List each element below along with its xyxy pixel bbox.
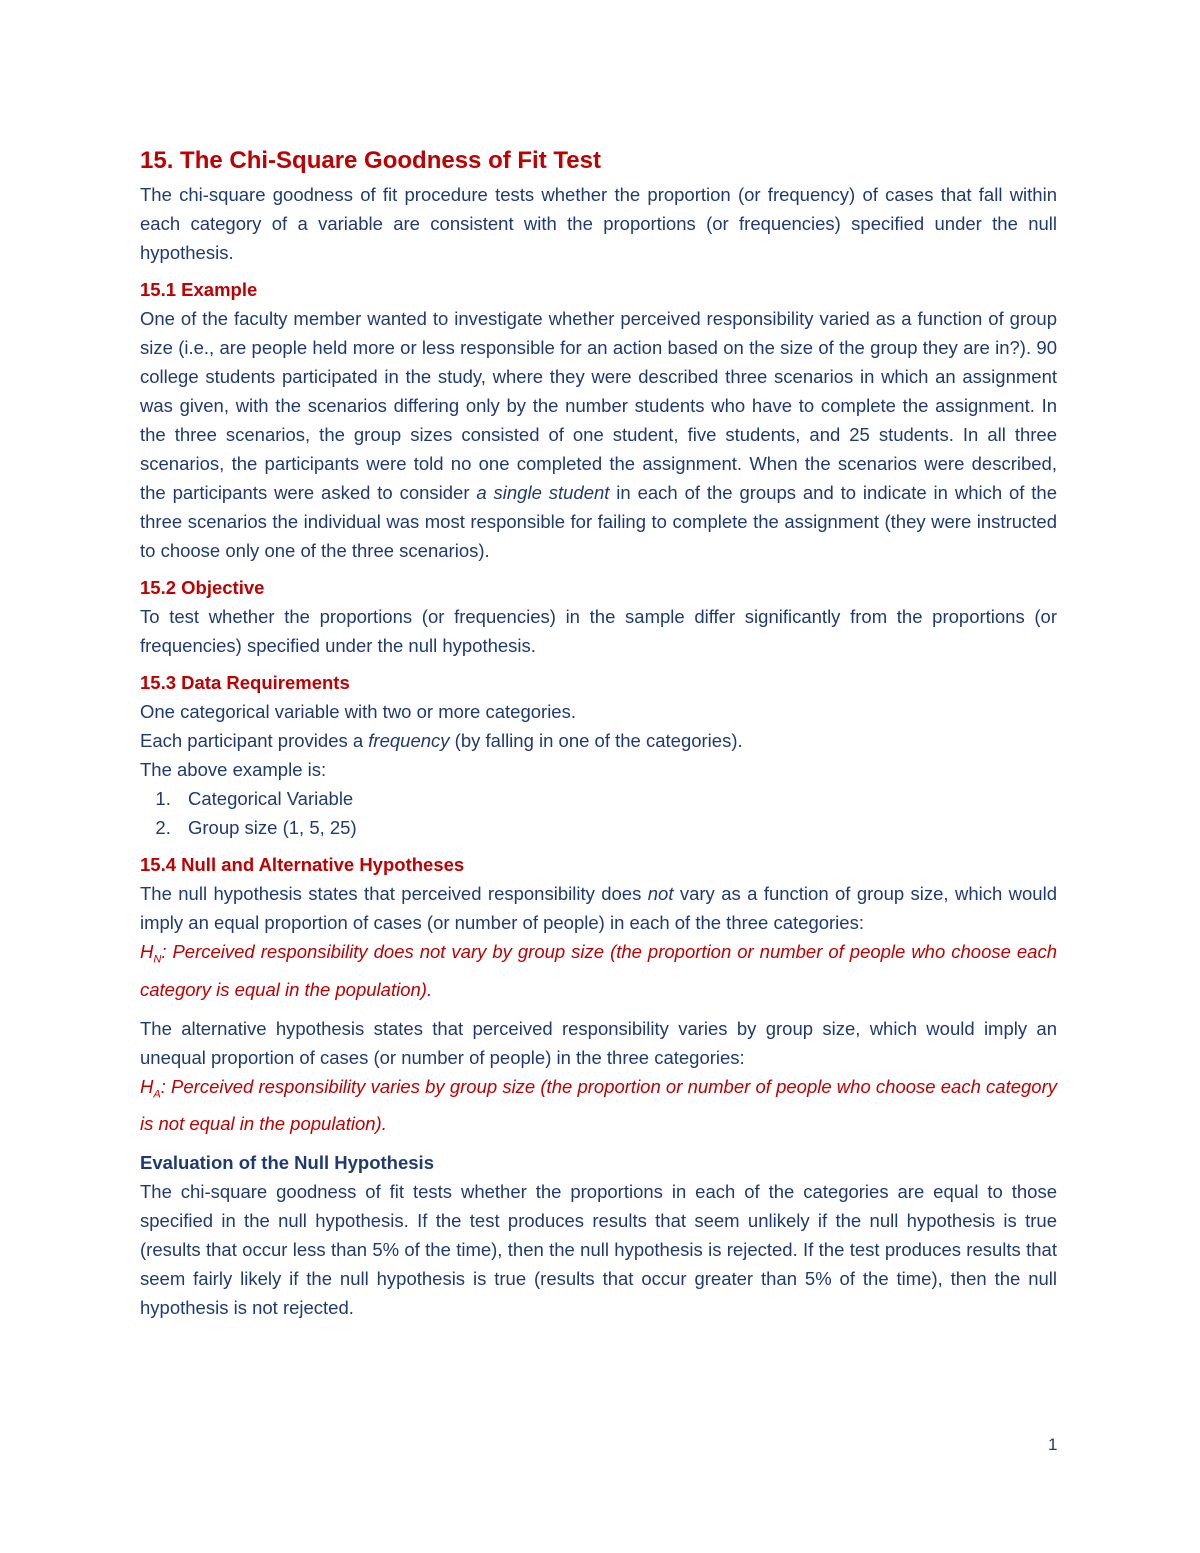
ha-symbol: H: [140, 1075, 154, 1097]
data-req-line-2-a: Each participant provides a: [140, 730, 369, 751]
data-req-line-2: [140, 726, 1057, 755]
data-req-list: [140, 784, 1057, 842]
section-heading-data-requirements: 15.3 Data Requirements: [140, 672, 350, 693]
example-text-emphasis: a single student: [476, 482, 610, 503]
null-text-emphasis: not: [647, 883, 674, 904]
data-req-line-1: One categorical variable with two or more categories.: [140, 701, 576, 722]
example-paragraph: [140, 304, 1057, 565]
h0-statement: [140, 937, 1057, 1004]
example-text-a: One of the faculty member wanted to investigate whether perceived responsibility varied as a function of group size (i.e., are people held more or less responsible for an action based on the size of the group they are in?). 90 college students participated in the study, where they were described three scenarios in which an assignment was given, with the scenarios differing only by the number students who have to complete the assignment. In the three scenarios, the group sizes consisted of one student, five students, and 25 students. In all three scenarios, the participants were told no one completed the assignment. When the scenarios were described, the participants were asked to consider: [140, 308, 1057, 503]
null-text-a: The null hypothesis states that perceived responsibility does: [140, 883, 648, 904]
null-text-b: vary as a function of group size, which would imply an equal proportion of cases (or number of people) in each of the three categories:: [140, 883, 1057, 933]
ha-statement: [140, 1072, 1057, 1139]
ha-subscript: A: [153, 1088, 161, 1101]
section-heading-objective: 15.2 Objective: [140, 577, 265, 598]
data-req-line-2-b: (by falling in one of the categories).: [449, 730, 743, 751]
alt-hypothesis-paragraph: The alternative hypothesis states that perceived responsibility varies by group size, which would imply an unequal proportion of cases (or number of people) in the three categories:: [140, 1017, 1057, 1068]
intro-paragraph: The chi-square goodness of fit procedure tests whether the proportion (or frequency) of cases that fall within each category of a variable are consistent with the proportions (or frequencies) specified under the null hypothesis.: [140, 184, 1057, 263]
section-heading-example: 15.1 Example: [140, 279, 258, 300]
evaluation-paragraph: The chi-square goodness of fit tests whether the proportions in each of the categories are equal to those specified in the null hypothesis. If the test produces results that seem unlikely if the null hypothesis is true (results that occur less than 5% of the time), then the null hypothesis is rejected. If the test produces results that seem fairly likely if the null hypothesis is true (results that occur greater than 5% of the time), then the null hypothesis is not rejected.: [140, 1181, 1057, 1319]
example-text-b: in each of the groups and to indicate in which of the three scenarios the individual was most responsible for failing to complete the assignment (they were instructed to choose only one of the three scenarios).: [140, 482, 1058, 561]
ha-text: : Perceived responsibility varies by group size (the proportion or number of people who choose each category is not equal in the population).: [140, 1075, 1057, 1135]
section-heading-evaluation: Evaluation of the Null Hypothesis: [140, 1152, 434, 1174]
document-page: [140, 138, 1057, 1322]
h0-subscript: N: [153, 953, 162, 966]
page-title: 15. The Chi-Square Goodness of Fit Test: [140, 147, 601, 174]
h0-text: : Perceived responsibility does not vary by group size (the proportion or number of people who choose each category is equal in the population).: [140, 941, 1057, 1000]
h0-symbol: H: [140, 941, 154, 962]
page-number: 1: [1048, 1435, 1058, 1454]
section-heading-hypotheses: 15.4 Null and Alternative Hypotheses: [140, 854, 465, 875]
list-item: 1. Categorical Variable: [176, 784, 1057, 813]
null-hypothesis-paragraph: [140, 879, 1057, 937]
data-req-line-2-emphasis: frequency: [368, 730, 450, 751]
list-item: 2. Group size (1, 5, 25): [176, 813, 1057, 842]
objective-paragraph: To test whether the proportions (or frequencies) in the sample differ significantly from the proportions (or frequencies) specified under the null hypothesis.: [140, 606, 1057, 656]
data-req-line-3: The above example is:: [140, 759, 327, 780]
